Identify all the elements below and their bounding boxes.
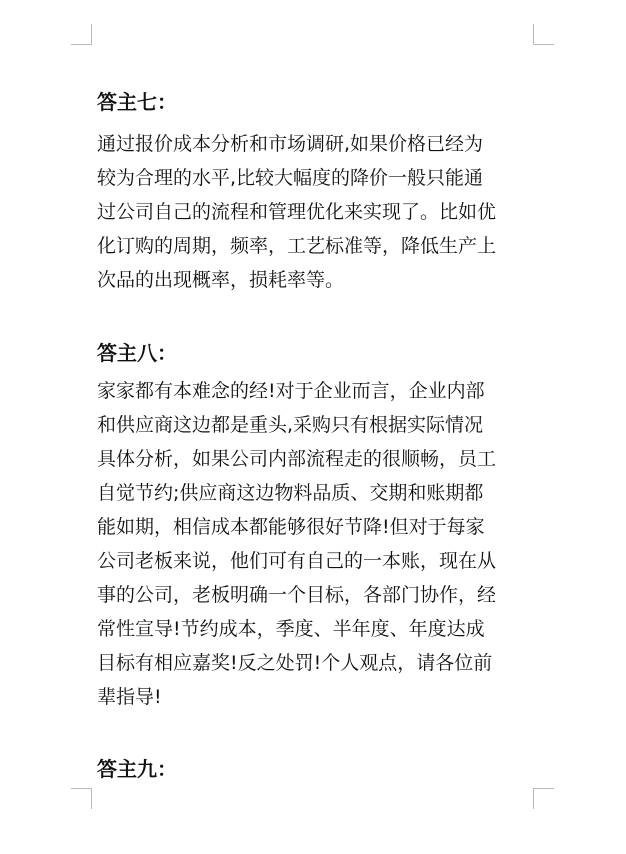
paragraph-line: 较为合理的水平,比较大幅度的降价一般只能通 [97,167,484,189]
crop-mark-top-right [533,24,554,45]
paragraph-line: 通过报价成本分析和市场调研,如果价格已经为 [97,133,484,155]
section-heading: 答主八： [97,341,177,365]
paragraph-line: 化订购的周期，频率，工艺标准等，降低生产上 [97,235,497,257]
paragraph-line: 目标有相应嘉奖!反之处罚!个人观点，请各位前 [97,652,493,674]
paragraph-line: 过公司自己的流程和管理优化来实现了。比如优 [97,201,497,223]
paragraph-line: 家家都有本难念的经!对于企业而言，企业内部 [97,380,485,402]
section-heading: 答主七： [97,90,177,114]
section-heading: 答主九： [97,757,177,781]
crop-mark-top-left [71,24,92,45]
crop-mark-bottom-right [533,788,554,809]
paragraph-line: 具体分析，如果公司内部流程走的很顺畅，员工 [97,448,497,470]
paragraph-line: 次品的出现概率，损耗率等。 [97,269,345,291]
paragraph-line: 常性宣导!节约成本，季度、半年度、年度达成 [97,618,485,640]
paragraph-line: 能如期，相信成本都能够很好节降!但对于每家 [97,516,485,538]
paragraph-line: 和供应商这边都是重头,采购只有根据实际情况 [97,414,484,436]
paragraph-line: 自觉节约;供应商这边物料品质、交期和账期都 [97,482,484,504]
paragraph-line: 辈指导! [97,686,162,708]
crop-mark-bottom-left [71,788,92,809]
section-paragraph [97,374,527,714]
section-paragraph [97,127,527,297]
paragraph-line: 事的公司，老板明确一个目标，各部门协作，经 [97,584,497,606]
paragraph-line: 公司老板来说，他们可有自己的一本账，现在从 [97,550,497,572]
